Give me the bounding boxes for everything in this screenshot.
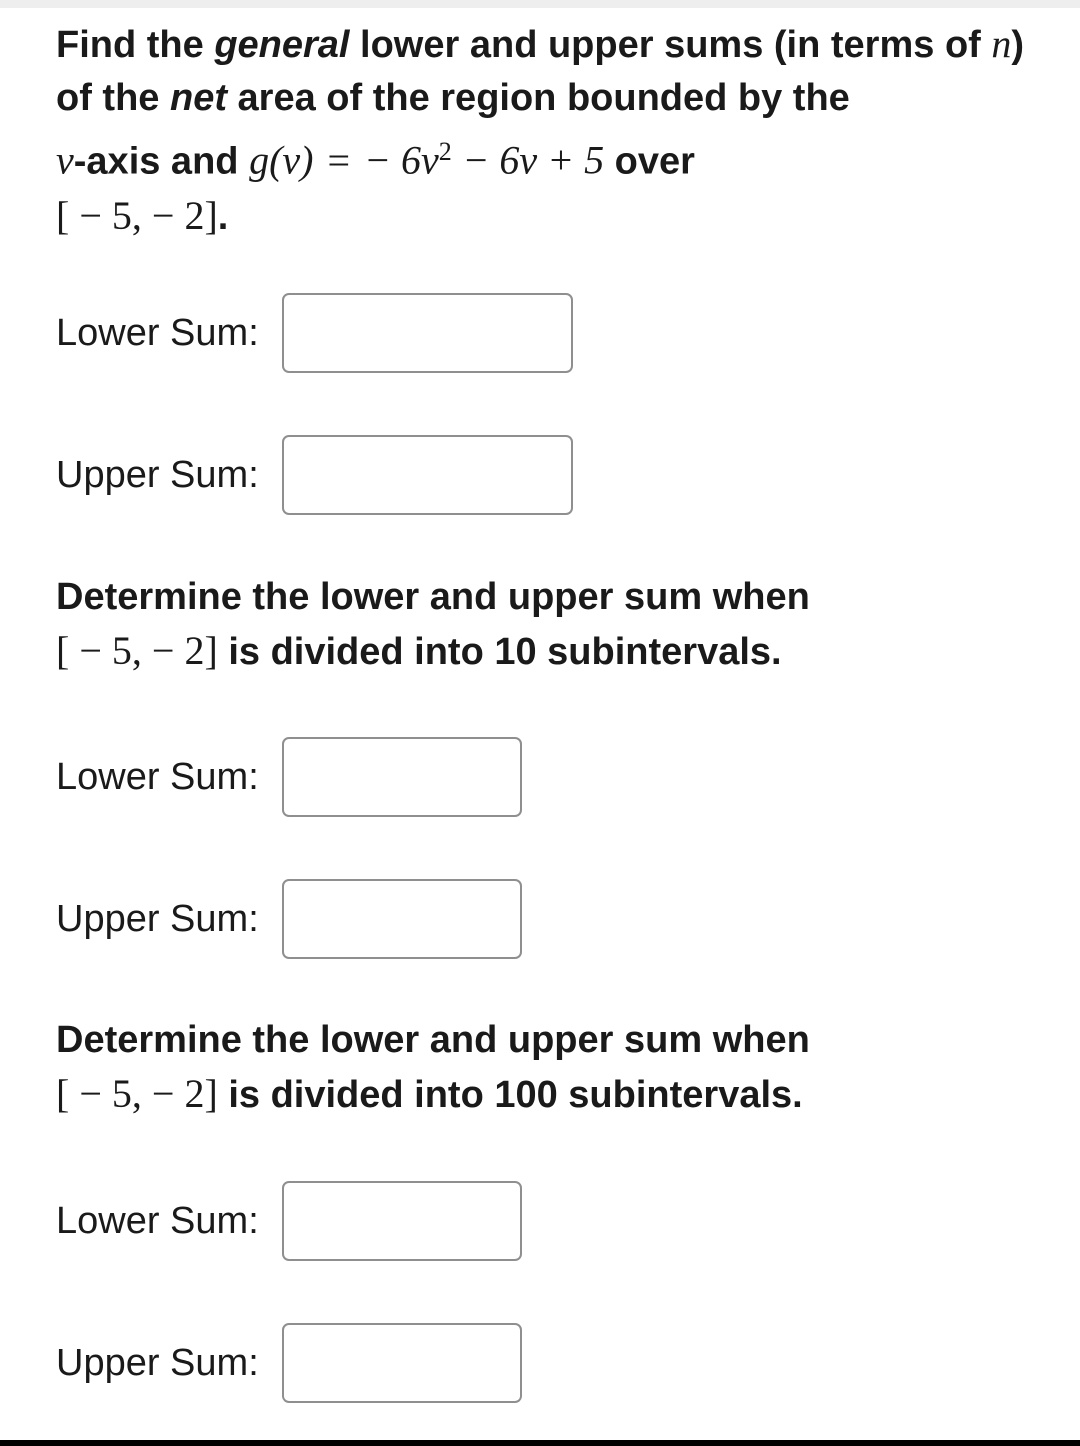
math-function: g(v)	[249, 137, 314, 183]
question-text: Determine the lower and upper sum when	[56, 1019, 810, 1061]
math-equals: =	[327, 137, 351, 183]
n100-lower-sum-row	[56, 1180, 522, 1262]
n100-upper-sum-row	[56, 1322, 522, 1404]
math-variable-n: n	[991, 21, 1012, 66]
upper-sum-label: Upper Sum:	[56, 1341, 259, 1384]
general-lower-sum-row	[56, 292, 573, 374]
n100-upper-sum-input[interactable]	[282, 1323, 522, 1403]
lower-sum-label: Lower Sum:	[56, 311, 259, 354]
n10-upper-sum-input[interactable]	[282, 879, 522, 959]
math-expression: − 6v + 5	[462, 137, 605, 183]
upper-sum-label: Upper Sum:	[56, 897, 259, 940]
question-100-subintervals	[56, 1014, 1046, 1122]
question-text: over	[604, 140, 695, 183]
question-text: -axis and	[73, 140, 250, 183]
question-text: ) of the	[56, 24, 1025, 119]
n10-lower-sum-row	[56, 736, 522, 818]
general-upper-sum-row	[56, 434, 573, 516]
bottom-edge-bar	[0, 1440, 1080, 1446]
question-text: Find the	[56, 24, 215, 66]
question-text: lower and upper sums (in terms of	[349, 24, 992, 66]
math-interval: [ − 5, − 2]	[56, 1071, 218, 1116]
lower-sum-label: Lower Sum:	[56, 1199, 259, 1242]
n100-lower-sum-input[interactable]	[282, 1181, 522, 1261]
general-lower-sum-input[interactable]	[282, 293, 573, 373]
question-text: Determine the lower and upper sum when	[56, 576, 810, 618]
question-general-sums	[56, 17, 1046, 244]
question-text: is divided into 100 subintervals.	[217, 1074, 803, 1116]
math-interval: [ − 5, − 2]	[56, 628, 218, 673]
question-text: area of the region bounded by the	[226, 77, 850, 119]
n10-lower-sum-input[interactable]	[282, 737, 522, 817]
upper-sum-label: Upper Sum:	[56, 453, 259, 496]
top-edge-bar	[0, 0, 1080, 8]
math-interval: [ − 5, − 2]	[56, 192, 218, 238]
n10-upper-sum-row	[56, 878, 522, 960]
question-text: is divided into 10 subintervals.	[217, 631, 782, 673]
question-emphasis: net	[169, 77, 227, 119]
lower-sum-label: Lower Sum:	[56, 755, 259, 798]
general-upper-sum-input[interactable]	[282, 435, 573, 515]
math-variable-v: v	[56, 137, 74, 183]
math-expression: − 6v	[364, 137, 439, 183]
question-text: .	[217, 195, 229, 238]
question-10-subintervals	[56, 571, 1046, 679]
question-emphasis: general	[214, 24, 350, 66]
math-exponent: 2	[438, 137, 452, 166]
